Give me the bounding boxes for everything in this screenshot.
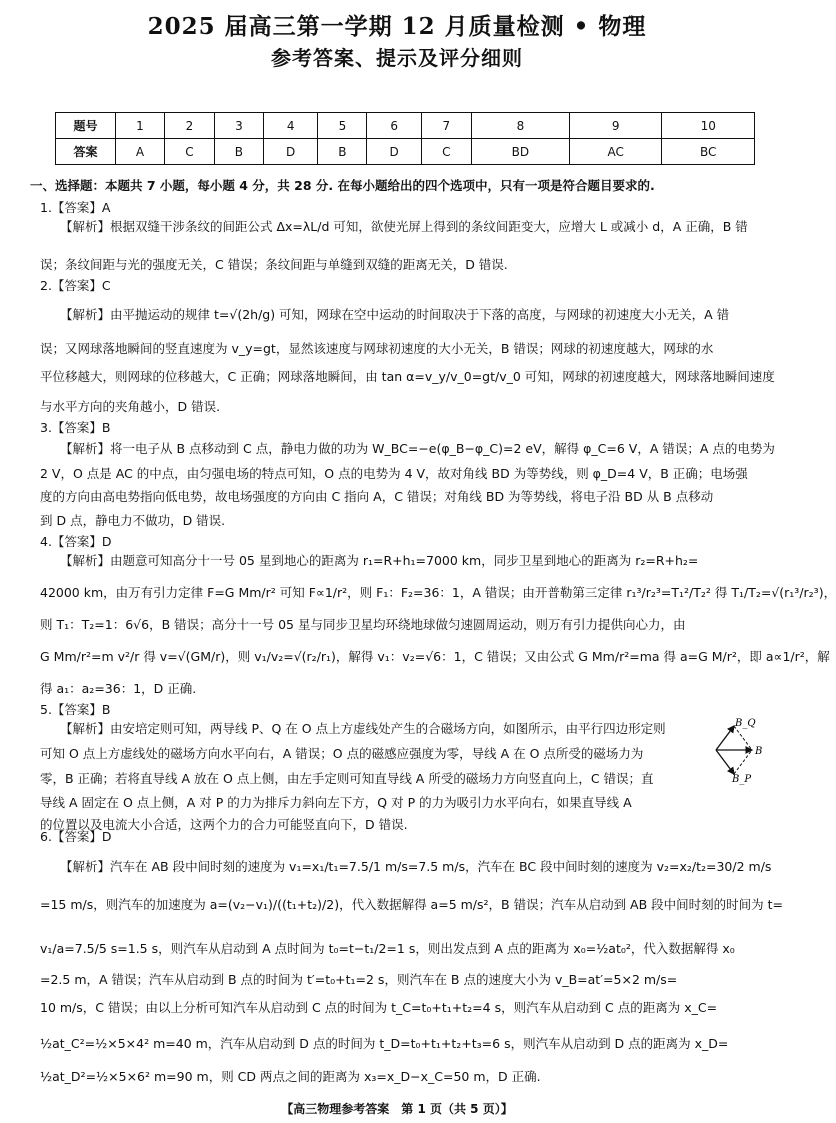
answer-cell: B: [318, 139, 367, 165]
explanation-line: 导线 A 固定在 O 点上侧，A 对 P 的力为排斥力斜向左下方，Q 对 P 的力为吸引力水平向右，如果直导线 A: [40, 795, 632, 810]
question-number: 8: [471, 113, 569, 139]
explanation-line: 【解析】将一电子从 B 点移动到 C 点，静电力做的功为 W_BC=−e(φ_B−φ_C)=2 eV，解得 φ_C=6 V，A 错误；A 点的电势为: [60, 441, 775, 456]
answer-cell: A: [116, 139, 165, 165]
explanation-line: 误；条纹间距与光的强度无关，C 错误；条纹间距与单缝到双缝的距离无关，D 错误.: [40, 257, 508, 272]
explanation-line: 平位移越大，则网球的位移越大，C 正确；网球落地瞬间，由 tan α=v_y/v_0=gt/v_0 可知，网球的初速度越大，网球落地瞬间速度: [40, 369, 775, 384]
answer-header-q6: 6.【答案】D: [40, 829, 112, 844]
question-number: 9: [570, 113, 662, 139]
page-footer: 【高三物理参考答案 第 1 页（共 5 页）】: [281, 1102, 513, 1116]
dashed-line: [734, 750, 752, 774]
explanation-line: 与水平方向的夹角越小，D 错误.: [40, 399, 221, 414]
answer-cell: B: [214, 139, 263, 165]
answer-header-q2: 2.【答案】C: [40, 278, 111, 293]
answer-cell: D: [367, 139, 421, 165]
question-number: 7: [421, 113, 471, 139]
explanation-line: v₁/a=7.5/5 s=1.5 s，则汽车从启动到 A 点时间为 t₀=t−t₁/2=1 s，则出发点到 A 点的距离为 x₀=½at₀²，代入数据解得 x₀: [40, 941, 735, 956]
explanation-line: G Mm/r²=m v²/r 得 v=√(GM/r)，则 v₁/v₂=√(r₂/r₁)，解得 v₁：v₂=√6：1，C 错误；又由公式 G Mm/r²=ma 得 a=G M/r²，即 a∝1/r²，解: [40, 649, 830, 664]
explanation-line: 可知 O 点上方虚线处的磁场方向水平向右，A 错误；O 点的磁感应强度为零，导线 A 在 O 点所受的磁场力为: [40, 746, 644, 761]
question-number: 6: [367, 113, 421, 139]
row-label-answer: 答案: [56, 139, 116, 165]
explanation-line: 2 V，O 点是 AC 的中点，由匀强电场的特点可知，O 点的电势为 4 V，故对角线 BD 为等势线，则 φ_D=4 V，B 正确；电场强: [40, 466, 748, 481]
explanation-line: 【解析】根据双缝干涉条纹的间距公式 Δx=λL/d 可知，欲使光屏上得到的条纹间距变大，应增大 L 或减小 d，A 正确，B 错: [60, 219, 748, 234]
question-number: 4: [263, 113, 317, 139]
question-number: 10: [662, 113, 755, 139]
question-number: 1: [116, 113, 165, 139]
explanation-line: =2.5 m，A 错误；汽车从启动到 B 点的时间为 t′=t₀+t₁=2 s，则汽车在 B 点的速度大小为 v_B=at′=5×2 m/s=: [40, 972, 678, 987]
explanation-line: 【解析】由题意可知高分十一号 05 星到地心的距离为 r₁=R+h₁=7000 km，同步卫星到地心的距离为 r₂=R+h₂=: [60, 553, 699, 568]
answer-cell: AC: [570, 139, 662, 165]
answer-table: [55, 112, 755, 165]
explanation-line: 【解析】汽车在 AB 段中间时刻的速度为 v₁=x₁/t₁=7.5/1 m/s=7.5 m/s，汽车在 BC 段中间时刻的速度为 v₂=x₂/t₂=30/2 m/s: [60, 859, 772, 874]
field-vector-bp: [716, 750, 734, 774]
explanation-line: ½at_C²=½×5×4² m=40 m，汽车从启动到 D 点的时间为 t_D=t₀+t₁+t₂+t₃=6 s，则汽车从启动到 D 点的距离为 x_D=: [40, 1036, 729, 1051]
page-title: 2025 届高三第一学期 12 月质量检测 • 物理: [147, 13, 647, 40]
answer-header-q3: 3.【答案】B: [40, 420, 111, 435]
explanation-line: 度的方向由高电势指向低电势，故电场强度的方向由 C 指向 A，C 错误；对角线 BD 为等势线，将电子沿 BD 从 B 点移动: [40, 489, 714, 504]
explanation-line: 10 m/s，C 错误；由以上分析可知汽车从启动到 C 点的时间为 t_C=t₀+t₁+t₂=4 s，则汽车从启动到 C 点的距离为 x_C=: [40, 1000, 718, 1015]
answer-cell: C: [421, 139, 471, 165]
explanation-line: 【解析】由平抛运动的规律 t=√(2h/g) 可知，网球在空中运动的时间取决于下落的高度，与网球的初速度大小无关，A 错: [60, 307, 730, 322]
answer-cell: C: [164, 139, 214, 165]
explanation-line: 误；又网球落地瞬间的竖直速度为 v_y=gt，显然该速度与网球初速度的大小无关，B 错误；网球的初速度越大，网球的水: [40, 341, 714, 356]
label-b: B: [755, 746, 763, 757]
dashed-line: [734, 726, 752, 750]
explanation-line: ½at_D²=½×5×6² m=90 m，则 CD 两点之间的距离为 x₃=x_D−x_C=50 m，D 正确.: [40, 1069, 541, 1084]
question-number: 3: [214, 113, 263, 139]
answer-header-q5: 5.【答案】B: [40, 702, 111, 717]
magnetic-field-diagram: [712, 718, 772, 785]
row-label-number: 题号: [56, 113, 116, 139]
field-vector-bq: [716, 726, 734, 750]
explanation-line: 到 D 点，静电力不做功，D 错误.: [40, 513, 226, 528]
page-subtitle: 参考答案、提示及评分细则: [271, 46, 523, 70]
label-bq: B_Q: [735, 718, 756, 729]
explanation-line: 【解析】由安培定则可知，两导线 P、Q 在 O 点上方虚线处产生的合磁场方向，如图所示，由平行四边形定则: [60, 721, 666, 736]
label-bp: B_P: [732, 774, 752, 785]
section-heading: 一、选择题：本题共 7 小题，每小题 4 分，共 28 分. 在每小题给出的四个选项中，只有一项是符合题目要求的.: [30, 178, 655, 193]
table-row-numbers: [56, 113, 755, 139]
answer-cell: BD: [471, 139, 569, 165]
explanation-line: 得 a₁：a₂=36：1，D 正确.: [40, 681, 197, 696]
question-number: 5: [318, 113, 367, 139]
explanation-line: 则 T₁：T₂=1：6√6，B 错误；高分十一号 05 星与同步卫星均环绕地球做匀速圆周运动，则万有引力提供向心力，由: [40, 617, 686, 632]
question-number: 2: [164, 113, 214, 139]
answer-cell: BC: [662, 139, 755, 165]
explanation-line: 42000 km，由万有引力定律 F=G Mm/r² 可知 F∝1/r²，则 F₁：F₂=36：1，A 错误；由开普勒第三定律 r₁³/r₂³=T₁²/T₂² 得 T₁/T₂=√(r₁³/r₂³)，: [40, 585, 836, 600]
explanation-line: 的位置以及电流大小合适，这两个力的合力可能竖直向下，D 错误.: [40, 817, 408, 832]
explanation-line: 零，B 正确；若将直导线 A 放在 O 点上侧，由左手定则可知直导线 A 所受的磁场力方向竖直向上，C 错误；直: [40, 771, 654, 786]
table-row-answers: [56, 139, 755, 165]
answer-header-q1: 1.【答案】A: [40, 200, 111, 215]
answer-cell: D: [263, 139, 317, 165]
explanation-line: =15 m/s，则汽车的加速度为 a=(v₂−v₁)/((t₁+t₂)/2)，代入数据解得 a=5 m/s²，B 错误；汽车从启动到 AB 段中间时刻的时间为 t=: [40, 897, 784, 912]
answer-header-q4: 4.【答案】D: [40, 534, 112, 549]
